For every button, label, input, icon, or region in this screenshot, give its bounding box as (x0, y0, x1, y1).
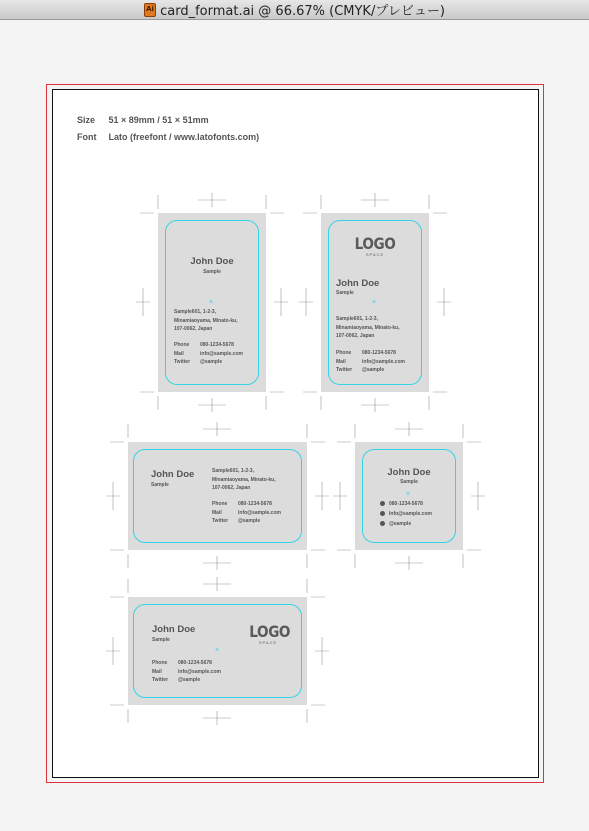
card-square[interactable] (355, 442, 463, 550)
twitter-value: @sample (178, 677, 201, 683)
center-mark: × (372, 299, 377, 306)
card-contacts (336, 349, 405, 375)
safe-area-guide (133, 449, 302, 543)
twitter-label: Twitter (212, 518, 229, 524)
phone-label: Phone (336, 350, 352, 356)
window-title-bar (0, 0, 589, 20)
twitter-label: Twitter (174, 359, 191, 365)
twitter-label: Twitter (152, 677, 169, 683)
mail-label: Mail (336, 358, 346, 365)
twitter-value: @sample (362, 367, 385, 373)
phone-label: Phone (174, 342, 190, 348)
logo-text: LOGO (249, 622, 291, 641)
twitter-label: Twitter (336, 367, 353, 373)
logo-subtext: SPACE (365, 252, 385, 257)
card-address (212, 467, 276, 493)
mail-value: Info@sample.com (389, 511, 432, 517)
mail-label: Mail (212, 509, 222, 516)
mail-value: info@sample.com (362, 358, 405, 365)
card-contacts (380, 499, 432, 529)
card-address (174, 308, 238, 334)
center-mark: × (406, 491, 411, 498)
mail-label: Mail (152, 668, 162, 675)
twitter-value: @eample (389, 521, 412, 527)
twitter-value: @sample (200, 359, 223, 365)
address-line-2: Minamiaoyama, Minato-ku, (212, 476, 276, 483)
card-name: John Doe (152, 624, 196, 635)
card-contacts (152, 659, 221, 685)
address-line-1: Sample601, 1-2-3, (336, 316, 378, 322)
illustrator-file-icon (144, 3, 156, 17)
window-title: card_format.ai @ 66.67% (CMYK/プレビュー) (160, 4, 445, 19)
card-name: John Doe (336, 278, 380, 289)
card-vertical-plain[interactable] (158, 213, 266, 392)
card-vertical-logo[interactable] (321, 213, 429, 392)
address-line-3: 107-0062, Japan (336, 333, 375, 339)
card-contacts (212, 500, 281, 526)
card-subtitle: Sample (152, 637, 170, 643)
address-line-1: Sample601, 1-2-3, (174, 309, 216, 315)
card-subtitle: Sample (400, 479, 418, 485)
address-line-1: Sample601, 1-2-3, (212, 468, 254, 474)
logo-subtext: SPACE (258, 640, 278, 645)
crop-marks (0, 21, 589, 831)
card-name: John Doe (151, 469, 195, 480)
size-label: Size (77, 115, 96, 125)
mail-value: info@sample.com (238, 509, 281, 516)
center-mark: × (209, 299, 214, 306)
phone-label: Phone (152, 660, 168, 666)
card-contacts (174, 341, 243, 367)
document-canvas[interactable] (0, 21, 589, 831)
card-subtitle: Sample (203, 269, 221, 275)
phone-label: Phone (212, 501, 228, 507)
phone-value: 080-1234-5678 (238, 501, 272, 507)
address-line-2: Minamiaoyama, Minato-ku, (174, 317, 238, 324)
card-subtitle: Sample (336, 290, 354, 296)
twitter-icon (380, 521, 385, 526)
card-name: John Doe (190, 256, 234, 267)
phone-value: 080-1234-5678 (178, 660, 212, 666)
phone-value: 080-1234-5678 (389, 501, 423, 507)
card-subtitle: Sample (151, 482, 169, 488)
phone-icon (380, 501, 385, 506)
mail-value: info@sample.com (200, 350, 243, 357)
logo-text: LOGO (354, 234, 396, 253)
center-mark: × (215, 647, 220, 654)
size-value: 51 × 89mm / 51 × 51mm (108, 115, 209, 125)
mail-value: info@sample.com (178, 668, 221, 675)
phone-value: 080-1234-5678 (200, 342, 234, 348)
logo-mark (351, 236, 399, 257)
mail-label: Mail (174, 350, 184, 357)
address-line-2: Minamiaoyama, Minato-ku, (336, 324, 400, 331)
card-horizontal-plain[interactable] (128, 442, 307, 550)
twitter-value: @sample (238, 518, 261, 524)
card-name: John Doe (387, 467, 431, 478)
card-address (336, 315, 400, 341)
address-line-3: 107-0062, Japan (174, 326, 213, 332)
phone-value: 080-1234-5678 (362, 350, 396, 356)
card-horizontal-logo[interactable] (128, 597, 307, 705)
mail-icon (380, 511, 385, 516)
address-line-3: 107-0062, Japan (212, 485, 251, 491)
logo-mark (246, 624, 290, 645)
font-value: Lato (freefont / www.latofonts.com) (108, 132, 260, 142)
font-label: Font (77, 132, 97, 142)
